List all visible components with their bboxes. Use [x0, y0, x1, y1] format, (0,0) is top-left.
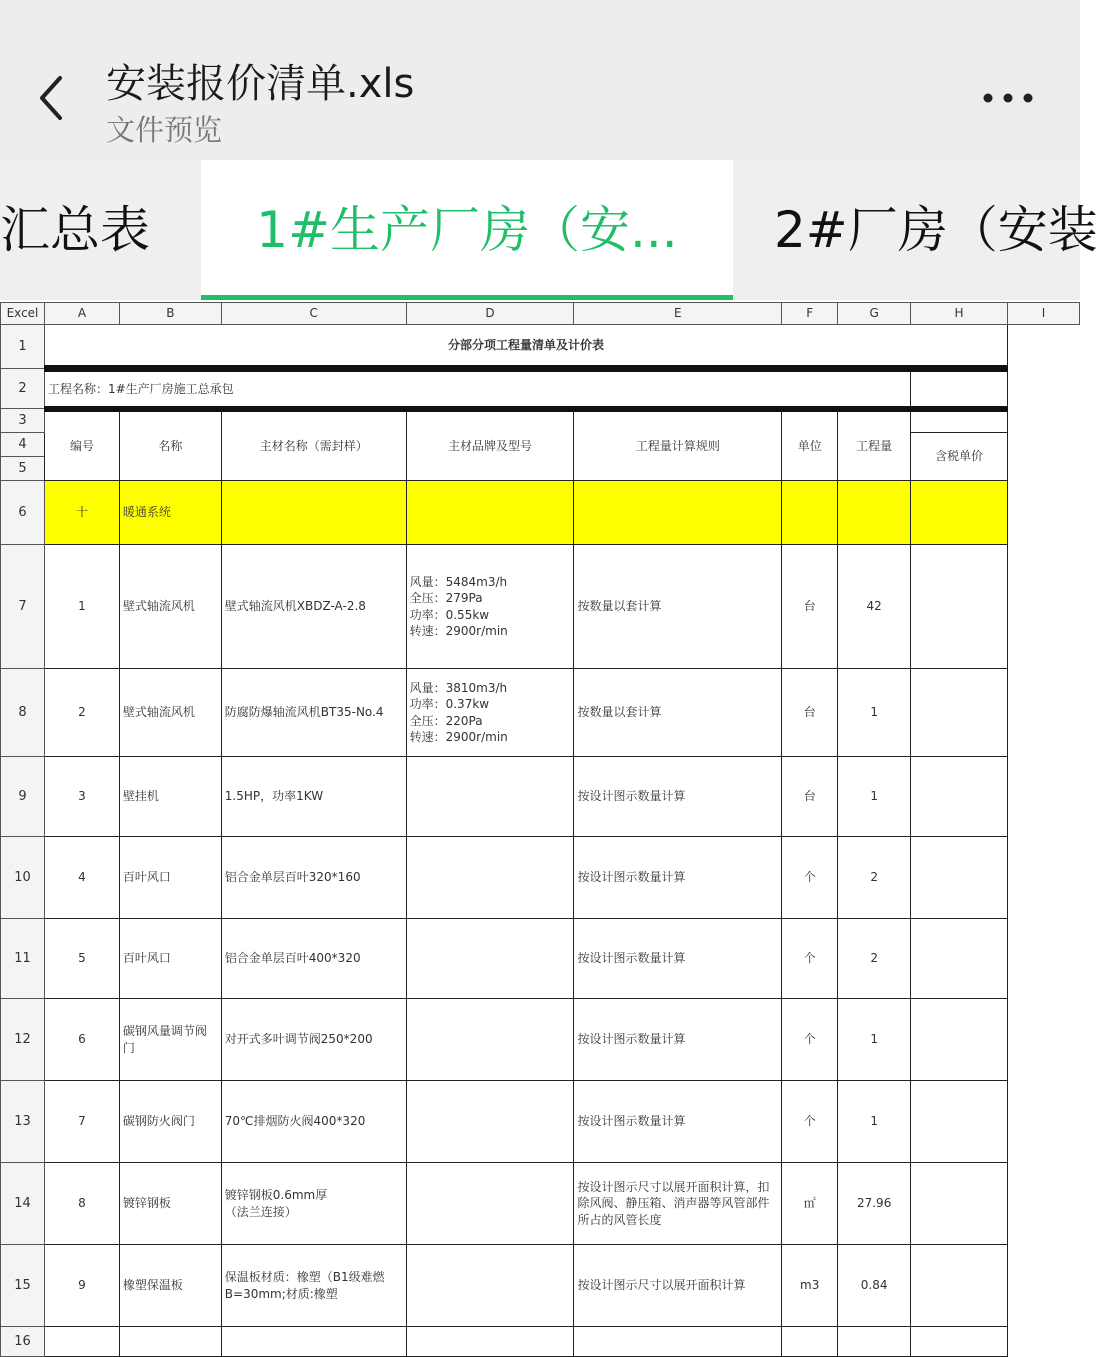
row-number[interactable]: 15: [1, 1245, 45, 1327]
item-price: [911, 1245, 1008, 1327]
column-header[interactable]: C: [221, 303, 406, 325]
item-name: 百叶风口: [119, 837, 221, 919]
item-qty: 2: [838, 837, 911, 919]
item-qty: 2: [838, 919, 911, 999]
sheet-title: 分部分项工程量清单及计价表: [44, 325, 1007, 369]
item-code: 1: [44, 545, 119, 669]
item-name: 镀锌钢板: [119, 1163, 221, 1245]
row-number[interactable]: 12: [1, 999, 45, 1081]
row-number[interactable]: 7: [1, 545, 45, 669]
item-qty: 42: [838, 545, 911, 669]
header-code: 编号: [44, 409, 119, 481]
item-qty: 0.84: [838, 1245, 911, 1327]
back-button[interactable]: [20, 58, 84, 138]
item-code: 4: [44, 837, 119, 919]
column-header[interactable]: F: [782, 303, 838, 325]
table-row: [1, 1327, 1080, 1357]
item-rule: 按设计图示数量计算: [574, 919, 782, 999]
item-code: 9: [44, 1245, 119, 1327]
item-brand: [406, 999, 574, 1081]
file-subtitle: 文件预览: [106, 113, 223, 147]
item-brand: [406, 1163, 574, 1245]
table-row: [1, 919, 1080, 999]
item-price: [911, 1081, 1008, 1163]
item-name: 壁式轴流风机: [119, 669, 221, 757]
item-price: [911, 757, 1008, 837]
item-code: 2: [44, 669, 119, 757]
column-header[interactable]: G: [838, 303, 911, 325]
table-row: [1, 1081, 1080, 1163]
column-header[interactable]: I: [1008, 303, 1080, 325]
file-title: 安装报价清单.xls: [106, 61, 415, 107]
item-brand: [406, 837, 574, 919]
item-rule: 按设计图示数量计算: [574, 1081, 782, 1163]
row-number[interactable]: 1: [1, 325, 45, 369]
section-code: 十: [44, 481, 119, 545]
row-number[interactable]: 11: [1, 919, 45, 999]
item-brand: [406, 1245, 574, 1327]
item-rule: 按设计图示尺寸以展开面积计算: [574, 1245, 782, 1327]
header-qty: 工程量: [838, 409, 911, 481]
item-qty: 1: [838, 669, 911, 757]
row-number[interactable]: 13: [1, 1081, 45, 1163]
item-unit: 个: [782, 999, 838, 1081]
header-rule: 工程量计算规则: [574, 409, 782, 481]
item-price: [911, 837, 1008, 919]
item-unit: 台: [782, 669, 838, 757]
item-price: [911, 1163, 1008, 1245]
row-number[interactable]: 8: [1, 669, 45, 757]
item-name: 碳钢防火阀门: [119, 1081, 221, 1163]
item-name: 百叶风口: [119, 919, 221, 999]
header-price: 含税单价: [911, 433, 1008, 481]
table-row: [1, 1163, 1080, 1245]
item-qty: 1: [838, 999, 911, 1081]
row-number[interactable]: 5: [1, 457, 45, 481]
item-material: 保温板材质：橡塑（B1级难燃 B=30mm;材质:橡塑: [221, 1245, 406, 1327]
row-number[interactable]: 3: [1, 409, 45, 433]
item-brand: [406, 919, 574, 999]
row-number[interactable]: 4: [1, 433, 45, 457]
item-material: 铝合金单层百叶320*160: [221, 837, 406, 919]
excel-corner: Excel: [1, 303, 45, 325]
table-row: [1, 999, 1080, 1081]
chevron-left-icon: [20, 58, 84, 138]
spreadsheet-preview[interactable]: [0, 302, 1080, 1349]
item-qty: 27.96: [838, 1163, 911, 1245]
header-material: 主材名称（需封样）: [221, 409, 406, 481]
item-material: 壁式轴流风机XBDZ-A-2.8: [221, 545, 406, 669]
item-name: 碳钢风量调节阀门: [119, 999, 221, 1081]
item-brand: [406, 1081, 574, 1163]
section-name: 暖通系统: [119, 481, 221, 545]
column-header[interactable]: E: [574, 303, 782, 325]
tab-building-2[interactable]: 2#厂房（安装: [774, 201, 1098, 259]
item-unit: 台: [782, 757, 838, 837]
item-price: [911, 999, 1008, 1081]
item-brand: 风量：5484m3/h 全压：279Pa 功率：0.55kw 转速：2900r/min: [406, 545, 574, 669]
item-rule: 按设计图示尺寸以展开面积计算，扣除风阀、静压箱、消声器等风管部件所占的风管长度: [574, 1163, 782, 1245]
item-rule: 按设计图示数量计算: [574, 999, 782, 1081]
item-code: 6: [44, 999, 119, 1081]
header-brand: 主材品牌及型号: [406, 409, 574, 481]
row-number[interactable]: 14: [1, 1163, 45, 1245]
item-code: 7: [44, 1081, 119, 1163]
column-header[interactable]: B: [119, 303, 221, 325]
item-rule: 按数量以套计算: [574, 669, 782, 757]
table-row: [1, 369, 1080, 409]
item-unit: ㎡: [782, 1163, 838, 1245]
row-number[interactable]: 6: [1, 481, 45, 545]
item-name: 橡塑保温板: [119, 1245, 221, 1327]
item-material: 1.5HP，功率1KW: [221, 757, 406, 837]
item-price: [911, 669, 1008, 757]
item-brand: 风量：3810m3/h 功率：0.37kw 全压：220Pa 转速：2900r/min: [406, 669, 574, 757]
item-material: 对开式多叶调节阀250*200: [221, 999, 406, 1081]
section-row: [1, 481, 1080, 545]
row-number[interactable]: 10: [1, 837, 45, 919]
column-header[interactable]: H: [911, 303, 1008, 325]
sheet-tabs: [0, 160, 1098, 300]
row-number[interactable]: 2: [1, 369, 45, 409]
item-price: [911, 919, 1008, 999]
item-name: 壁式轴流风机: [119, 545, 221, 669]
item-brand: [406, 757, 574, 837]
row-number[interactable]: 16: [1, 1327, 45, 1357]
item-unit: m3: [782, 1245, 838, 1327]
item-rule: 按设计图示数量计算: [574, 757, 782, 837]
table-row: [1, 669, 1080, 757]
table-row: [1, 409, 1080, 433]
column-header-row: [1, 303, 1080, 325]
app-bar: [0, 0, 1080, 160]
table-row: [1, 1245, 1080, 1327]
table-row: [1, 837, 1080, 919]
item-rule: 按数量以套计算: [574, 545, 782, 669]
item-code: 8: [44, 1163, 119, 1245]
table-row: [1, 325, 1080, 369]
more-dots-icon: [968, 70, 1048, 126]
item-code: 3: [44, 757, 119, 837]
more-options-button[interactable]: [968, 70, 1048, 126]
active-tab-indicator: [201, 295, 733, 300]
item-unit: 个: [782, 919, 838, 999]
project-name: 工程名称：1#生产厂房施工总承包: [44, 369, 910, 409]
item-material: 镀锌钢板0.6mm厚 （法兰连接）: [221, 1163, 406, 1245]
table-row: [1, 757, 1080, 837]
table-row: [1, 545, 1080, 669]
item-unit: 个: [782, 1081, 838, 1163]
item-rule: 按设计图示数量计算: [574, 837, 782, 919]
item-unit: 个: [782, 837, 838, 919]
header-unit: 单位: [782, 409, 838, 481]
item-name: 壁挂机: [119, 757, 221, 837]
item-material: 防腐防爆轴流风机BT35-No.4: [221, 669, 406, 757]
item-material: 铝合金单层百叶400*320: [221, 919, 406, 999]
spreadsheet-grid: [0, 302, 1080, 1357]
row-number[interactable]: 9: [1, 757, 45, 837]
item-unit: 台: [782, 545, 838, 669]
item-price: [911, 545, 1008, 669]
header-name: 名称: [119, 409, 221, 481]
column-header[interactable]: D: [406, 303, 574, 325]
item-material: 70℃排烟防火阀400*320: [221, 1081, 406, 1163]
item-qty: 1: [838, 757, 911, 837]
column-header[interactable]: A: [44, 303, 119, 325]
tab-building-1[interactable]: 1#生产厂房（安...: [201, 160, 733, 300]
tab-summary[interactable]: 汇总表: [0, 201, 150, 259]
item-code: 5: [44, 919, 119, 999]
item-qty: 1: [838, 1081, 911, 1163]
